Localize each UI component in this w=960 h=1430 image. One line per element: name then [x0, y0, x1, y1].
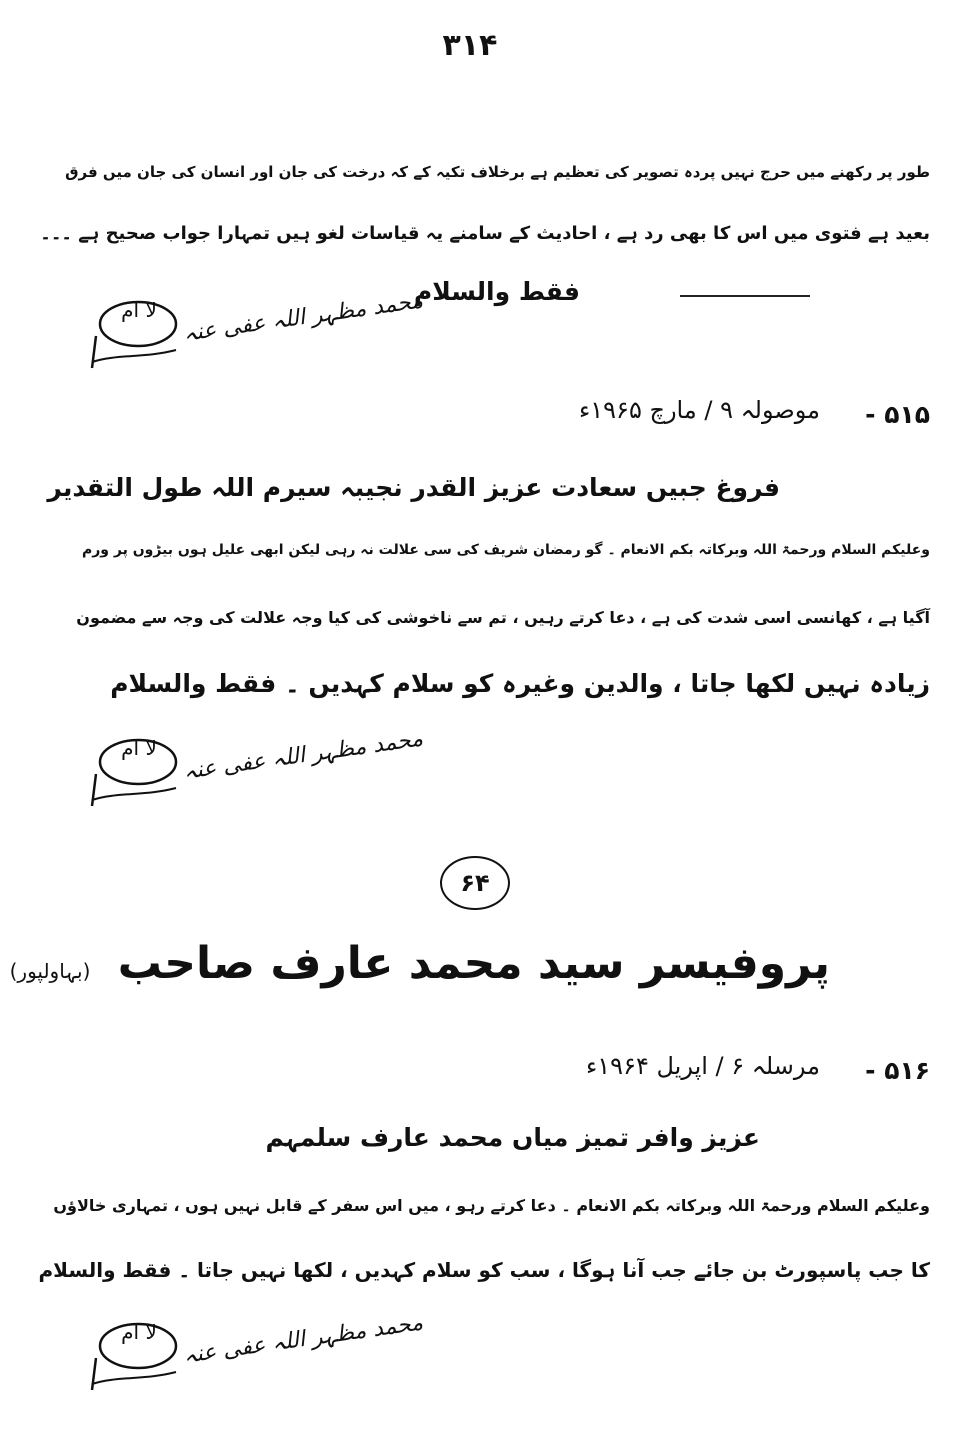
signature-block — [86, 1310, 425, 1408]
section-title-text: پروفیسر سید محمد عارف صاحب — [117, 938, 830, 989]
signature-name: محمد مظہر اللہ عفی عنہ — [182, 1310, 425, 1369]
section-place: (بہاولپور) — [9, 959, 91, 983]
page-number: ۳۱۴ — [442, 28, 498, 63]
signature-name: محمد مظہر اللہ عفی عنہ — [182, 288, 425, 347]
letter-line-2: کا جب پاسپورٹ بن جائے جب آنا ہوگا ، سب کو سلام کہدیں ، لکھا نہیں جاتا ۔ فقط والسلام — [38, 1258, 930, 1282]
letter-prev-line-1: طور پر رکھنے میں حرج نہیں پردہ تصویر کی تعظیم ہے برخلاف تکیہ کے کہ درخت کی جان اور انسان کی جان میں فرق — [65, 163, 930, 181]
signature-block — [86, 726, 425, 824]
letter-prev-line-2: بعید ہے فتوی میں اس کا بھی رد ہے ، احادیث کے سامنے یہ قیاسات لغو ہیں تمہارا جواب صحیح ہے ۔۔۔ — [40, 223, 930, 244]
closing-dash-rule — [680, 295, 810, 297]
signature-block — [86, 288, 425, 386]
letter-prev-closing: فقط والسلام — [413, 277, 580, 306]
letter-line-1: وعلیکم السلام ورحمۃ اللہ وبرکاتہ بکم الانعام ۔ دعا کرتے رہو ، میں اس سفر کے قابل نہیں ہوں ، تمہاری خالاؤں — [53, 1196, 930, 1215]
letter-salutation: فروغ جبیں سعادت عزیز القدر نجیبہ سیرم اللہ طول التقدیر — [47, 473, 780, 502]
section-number: ۶۴ — [440, 856, 510, 910]
letter-line-3: زیادہ نہیں لکھا جاتا ، والدین وغیرہ کو سلام کہدیں ۔ فقط والسلام — [110, 669, 930, 698]
letter-number: ۵۱۶ - — [865, 1056, 930, 1085]
signature-name: محمد مظہر اللہ عفی عنہ — [182, 726, 425, 785]
section-title — [9, 938, 830, 989]
letter-number: ۵۱۵ - — [865, 400, 930, 429]
letter-line-2: آگیا ہے ، کھانسی اسی شدت کی ہے ، دعا کرتے رہیں ، تم سے ناخوشی کی کیا وجہ علالت کی وجہ سے مضمون — [76, 608, 930, 627]
letter-salutation: عزیز وافر تمیز میاں محمد عارف سلمہم — [265, 1123, 760, 1152]
letter-date: مرسلہ ۶ / اپریل ۱۹۶۴ء — [585, 1052, 820, 1080]
letter-date: موصولہ ۹ / مارچ ۱۹۶۵ء — [578, 396, 820, 424]
seal-text: لا ام — [121, 736, 157, 760]
seal-text: لا ام — [121, 298, 157, 322]
seal-text: لا ام — [121, 1320, 157, 1344]
letter-line-1: وعلیکم السلام ورحمۃ اللہ وبرکاتہ بکم الانعام ۔ گو رمضان شریف کی سی علالت نہ رہی لیکن ابھی علیل ہوں بیڑوں پر ورم — [81, 542, 930, 558]
